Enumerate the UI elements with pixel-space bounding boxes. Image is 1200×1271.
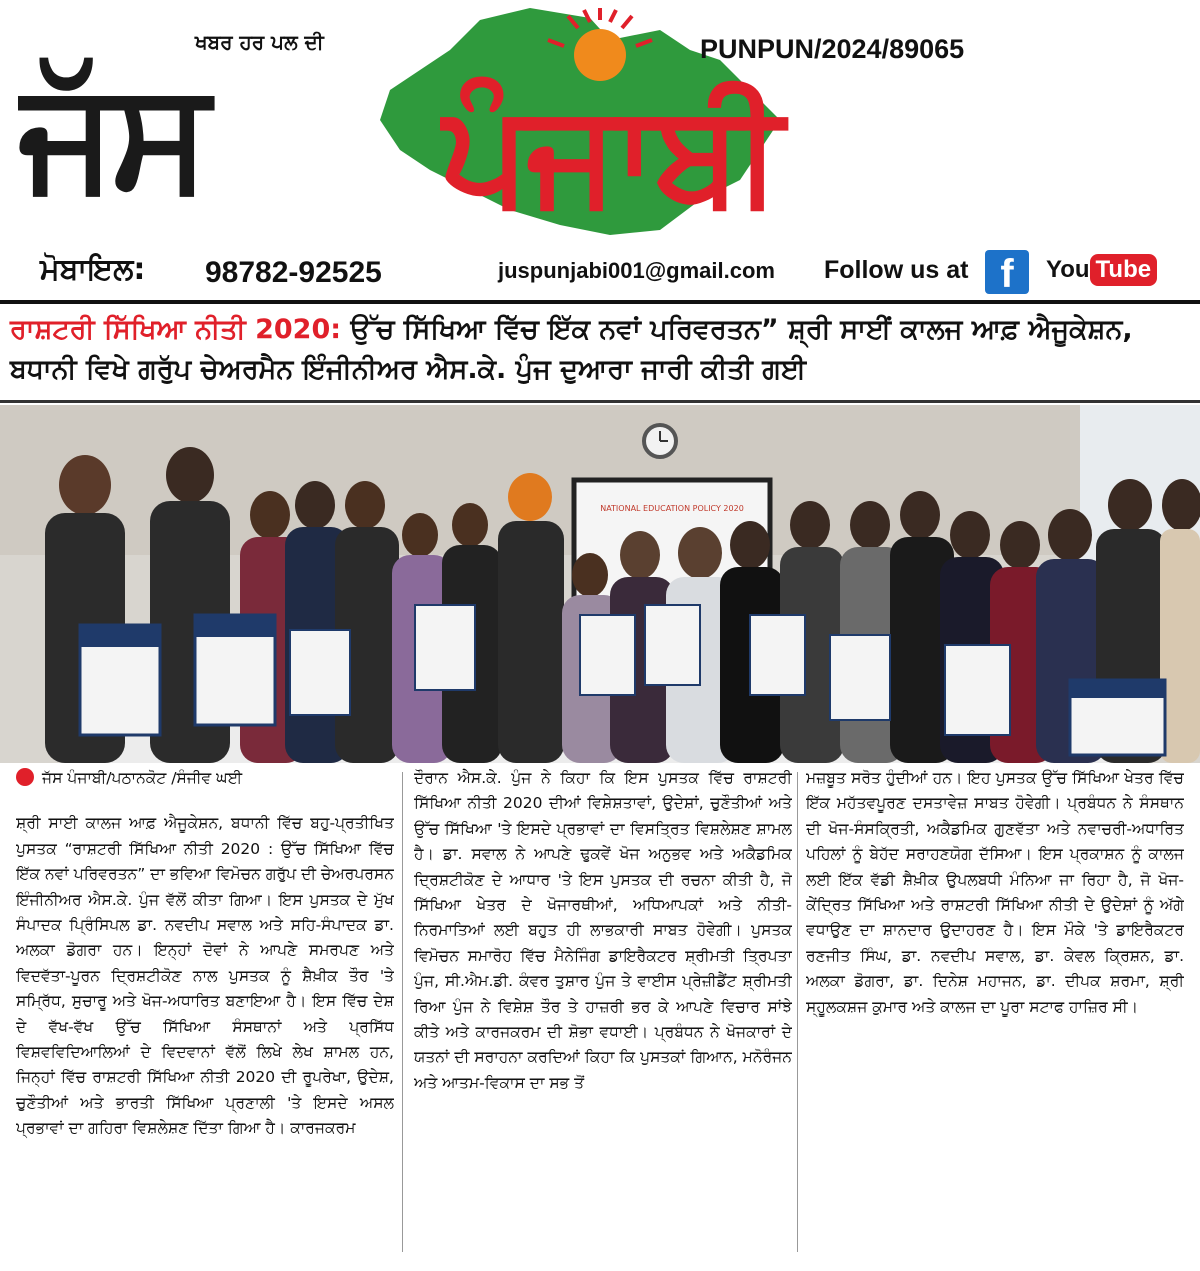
article-column-3 bbox=[806, 766, 1184, 1266]
youtube-tube-text: Tube bbox=[1090, 254, 1158, 286]
article-column-2 bbox=[414, 766, 792, 1266]
article-column-1 bbox=[16, 766, 394, 1266]
headline-text: ਉੱਚ ਸਿੱਖਿਆ ਵਿੱਚ ਇੱਕ ਨਵਾਂ ਪਰਿਵਰਤਨ” ਸ਼੍ਰੀ ਸਾਈਂ ਕਾਲਜ ਆਫ਼ ਐਜੂਕੇਸ਼ਨ, ਬਧਾਨੀ ਵਿਖੇ ਗਰੁੱਪ ਚੇਅਰਮੈਨ ਇੰਜੀਨੀਅਰ ਐਸ.ਕੇ. ਪੁੰਜ ਦੁਆਰਾ ਜਾਰੀ ਕੀਤੀ ਗਈ bbox=[10, 314, 1133, 385]
follow-label: Follow us at bbox=[824, 256, 969, 284]
mobile-number: 98782-92525 bbox=[205, 256, 382, 289]
mobile-label: ਮੋਬਾਇਲ: bbox=[40, 252, 146, 287]
divider-top bbox=[0, 300, 1200, 304]
youtube-you-text: You bbox=[1046, 256, 1090, 283]
logo-punjabi: ਪੰਜਾਬੀ bbox=[440, 73, 780, 236]
logo-jas: ਜੱਸ bbox=[18, 49, 204, 223]
youtube-icon bbox=[1046, 254, 1157, 290]
column-divider bbox=[797, 772, 798, 1252]
article-text-2: ਦੌਰਾਨ ਐਸ.ਕੇ. ਪੁੰਜ ਨੇ ਕਿਹਾ ਕਿ ਇਸ ਪੁਸਤਕ ਵਿੱਚ ਰਾਸ਼ਟਰੀ ਸਿੱਖਿਆ ਨੀਤੀ 2020 ਦੀਆਂ ਵਿਸ਼ੇਸ਼ਤਾਵਾਂ, ਉਦੇਸ਼ਾਂ, ਚੁਣੌਤੀਆਂ ਅਤੇ ਉੱਚ ਸਿੱਖਿਆ 'ਤੇ ਇਸਦੇ ਪ੍ਰਭਾਵਾਂ ਦਾ ਵਿਸਤ੍ਰਿਤ ਵਿਸ਼ਲੇਸ਼ਣ ਸ਼ਾਮਲ ਹੈ। ਡਾ. ਸਵਾਲ ਨੇ ਆਪਣੇ ਢੁਕਵੇਂ ਖੋਜ ਅਨੁਭਵ ਅਤੇ ਅਕੈਡਮਿਕ ਦ੍ਰਿਸ਼ਟੀਕੋਣ ਦੇ ਆਧਾਰ 'ਤੇ ਇਸ ਪੁਸਤਕ ਦੀ ਰਚਨਾ ਕੀਤੀ ਹੈ, ਜੋ ਸਿੱਖਿਆ ਖੇਤਰ ਦੇ ਖੋਜਾਰਥੀਆਂ, ਅਧਿਆਪਕਾਂ ਅਤੇ ਨੀਤੀ-ਨਿਰਮਾਤਿਆਂ ਲਈ ਬਹੁਤ ਹੀ ਲਾਭਕਾਰੀ ਸਾਬਤ ਹੋਵੇਗੀ। ਪੁਸਤਕ ਵਿਮੋਚਨ ਸਮਾਰੋਹ ਵਿੱਚ ਮੈਨੇਜਿੰਗ ਡਾਇਰੈਕਟਰ ਸ਼੍ਰੀਮਤੀ ਤ੍ਰਿਪਤਾ ਪੁੰਜ, ਸੀ.ਐਮ.ਡੀ. ਕੰਵਰ ਤੁਸ਼ਾਰ ਪੁੰਜ ਤੇ ਵਾਈਸ ਪ੍ਰੇਜ਼ੀਡੈਂਟ ਸ਼੍ਰੀਮਤੀ ਰਿਆ ਪੁੰਜ ਨੇ ਵਿਸ਼ੇਸ਼ ਤੌਰ ਤੇ ਹਾਜ਼ਰੀ ਭਰ ਕੇ ਆਪਣੇ ਵਿਚਾਰ ਸਾਂਝੇ ਕੀਤੇ ਅਤੇ ਕਾਰਜਕਰਮ ਦੀ ਸ਼ੋਭਾ ਵਧਾਈ। ਪ੍ਰਬੰਧਨ ਨੇ ਖੋਜਕਾਰਾਂ ਦੇ ਯਤਨਾਂ ਦੀ ਸਰਾਹਨਾ ਕਰਦਿਆਂ ਕਿਹਾ ਕਿ ਪੁਸਤਕਾਂ ਗਿਆਨ, ਮਨੋਰੰਜਨ ਅਤੇ ਆਤਮ-ਵਿਕਾਸ ਦਾ ਸਭ ਤੋਂ bbox=[414, 769, 792, 1092]
divider-mid bbox=[0, 400, 1200, 403]
article-body bbox=[0, 766, 1200, 1271]
tagline: ਖਬਰ ਹਰ ਪਲ ਦੀ bbox=[195, 30, 324, 54]
article-text-3: ਮਜ਼ਬੂਤ ਸਰੋਤ ਹੁੰਦੀਆਂ ਹਨ। ਇਹ ਪੁਸਤਕ ਉੱਚ ਸਿੱਖਿਆ ਖੇਤਰ ਵਿੱਚ ਇੱਕ ਮਹੱਤਵਪੂਰਣ ਦਸਤਾਵੇਜ਼ ਸਾਬਤ ਹੋਵੇਗੀ। ਪ੍ਰਬੰਧਨ ਨੇ ਸੰਸਥਾਨ ਦੀ ਖੋਜ-ਸੰਸਕ੍ਰਿਤੀ, ਅਕੈਡਮਿਕ ਗੁਣਵੱਤਾ ਅਤੇ ਨਵਾਚਰੀ-ਅਧਾਰਿਤ ਪਹਿਲਾਂ ਨੂੰ ਬੇਹੱਦ ਸਰਾਹਣਯੋਗ ਦੱਸਿਆ। ਇਸ ਪ੍ਰਕਾਸ਼ਨ ਨੂੰ ਕਾਲਜ ਲਈ ਇੱਕ ਵੱਡੀ ਸ਼ੈਖ਼ੀਕ ਉਪਲਬਧੀ ਮੰਨਿਆ ਜਾ ਰਿਹਾ ਹੈ, ਜੋ ਖੋਜ-ਕੇਂਦ੍ਰਿਤ ਸਿੱਖਿਆ ਅਤੇ ਰਾਸ਼ਟਰੀ ਸਿੱਖਿਆ ਨੀਤੀ ਦੇ ਉਦੇਸ਼ਾਂ ਨੂੰ ਅੱਗੇ ਵਧਾਉਣ ਦਾ ਸ਼ਾਨਦਾਰ ਉਦਾਹਰਣ ਹੈ। ਇਸ ਮੌਕੇ 'ਤੇ ਡਾਇਰੈਕਟਰ ਰਣਜੀਤ ਸਿੰਘ, ਡਾ. ਨਵਦੀਪ ਸਵਾਲ, ਡਾ. ਕੇਵਲ ਕ੍ਰਿਸ਼ਨ, ਡਾ. ਅਲਕਾ ਡੋਗਰਾ, ਡਾ. ਦਿਨੇਸ਼ ਮਹਾਜਨ, ਡਾ. ਦੀਪਕ ਸ਼ਰਮਾ, ਸ਼੍ਰੀ ਸ੍ਹੂਲਕਸ਼ਜ ਕੁਮਾਰ ਅਤੇ ਕਾਲਜ ਦਾ ਪੂਰਾ ਸਟਾਫ ਹਾਜ਼ਿਰ ਸੀ। bbox=[806, 769, 1184, 1016]
group-photo bbox=[0, 405, 1200, 763]
column-divider bbox=[402, 772, 403, 1252]
email-address: juspunjabi001@gmail.com bbox=[498, 258, 775, 283]
dateline bbox=[16, 766, 394, 791]
dateline-text: ਜੱਸ ਪੰਜਾਬੀ/ਪਠਾਨਕੋਟ /ਸੰਜੀਵ ਘਈ bbox=[42, 769, 243, 787]
contact-row bbox=[0, 248, 1200, 298]
masthead bbox=[0, 0, 1200, 298]
group-photo-illustration bbox=[0, 405, 1200, 763]
registration-number: PUNPUN/2024/89065 bbox=[700, 34, 965, 64]
headline bbox=[10, 310, 1190, 396]
screen-title: NATIONAL EDUCATION POLICY 2020 bbox=[600, 504, 744, 513]
headline-highlight: ਰਾਸ਼ਟਰੀ ਸਿੱਖਿਆ ਨੀਤੀ 2020: bbox=[10, 314, 342, 345]
facebook-icon: f bbox=[985, 250, 1029, 294]
red-dot-icon bbox=[16, 768, 34, 786]
article-text-1: ਸ਼੍ਰੀ ਸਾਈ ਕਾਲਜ ਆਫ਼ ਐਜੂਕੇਸ਼ਨ, ਬਧਾਨੀ ਵਿੱਚ ਬਹੁ-ਪ੍ਰਤੀਖਿਤ ਪੁਸਤਕ “ਰਾਸ਼ਟਰੀ ਸਿੱਖਿਆ ਨੀਤੀ 2020 : ਉੱਚ ਸਿੱਖਿਆ ਵਿੱਚ ਇੱਕ ਨਵਾਂ ਪਰਿਵਰਤਨ” ਦਾ ਭਵਿਆ ਵਿਮੋਚਨ ਗਰੁੱਪ ਦੀ ਚੇਅਰਪਰਸਨ ਇੰਜੀਨੀਅਰ ਐਸ.ਕੇ. ਪੁੰਜ ਵੱਲੋਂ ਕੀਤਾ ਗਿਆ। ਇਸ ਪੁਸਤਕ ਦੇ ਮੁੱਖ ਸੰਪਾਦਕ ਪ੍ਰਿੰਸਿਪਲ ਡਾ. ਨਵਦੀਪ ਸਵਾਲ ਅਤੇ ਸਹਿ-ਸੰਪਾਦਕ ਡਾ. ਅਲਕਾ ਡੋਗਰਾ ਹਨ। ਇਨ੍ਹਾਂ ਦੋਵਾਂ ਨੇ ਆਪਣੇ ਸਮਰਪਣ ਅਤੇ ਵਿਦਵੱਤਾ-ਪੂਰਨ ਦ੍ਰਿਸ਼ਟੀਕੋਣ ਨਾਲ ਪੁਸਤਕ ਨੂੰ ਸ਼ੈਖ਼ੀਕ ਤੌਰ 'ਤੇ ਸਮ੍ਰਿੱਧ, ਸੁਚਾਰੂ ਅਤੇ ਖੋਜ-ਅਧਾਰਿਤ ਬਣਾਇਆ ਹੈ। ਇਸ ਵਿੱਚ ਦੇਸ਼ ਦੇ ਵੱਖ-ਵੱਖ ਉੱਚ ਸਿੱਖਿਆ ਸੰਸਥਾਨਾਂ ਅਤੇ ਪ੍ਰਸਿੱਧ ਵਿਸ਼ਵਵਿਦਿਆਲਿਆਂ ਦੇ ਵਿਦਵਾਨਾਂ ਵੱਲੋਂ ਲਿਖੇ ਲੇਖ ਸ਼ਾਮਲ ਹਨ, ਜਿਨ੍ਹਾਂ ਵਿੱਚ ਰਾਸ਼ਟਰੀ ਸਿੱਖਿਆ ਨੀਤੀ 2020 ਦੀ ਰੂਪਰੇਖਾ, ਉਦੇਸ਼, ਚੁਣੌਤੀਆਂ ਅਤੇ ਭਾਰਤੀ ਸਿੱਖਿਆ ਪ੍ਰਣਾਲੀ 'ਤੇ ਇਸਦੇ ਅਸਲ ਪ੍ਰਭਾਵਾਂ ਦਾ ਗਹਿਰਾ ਵਿਸ਼ਲੇਸ਼ਣ ਦਿੱਤਾ ਗਿਆ ਹੈ। ਕਾਰਜਕਰਮ bbox=[16, 814, 394, 1138]
